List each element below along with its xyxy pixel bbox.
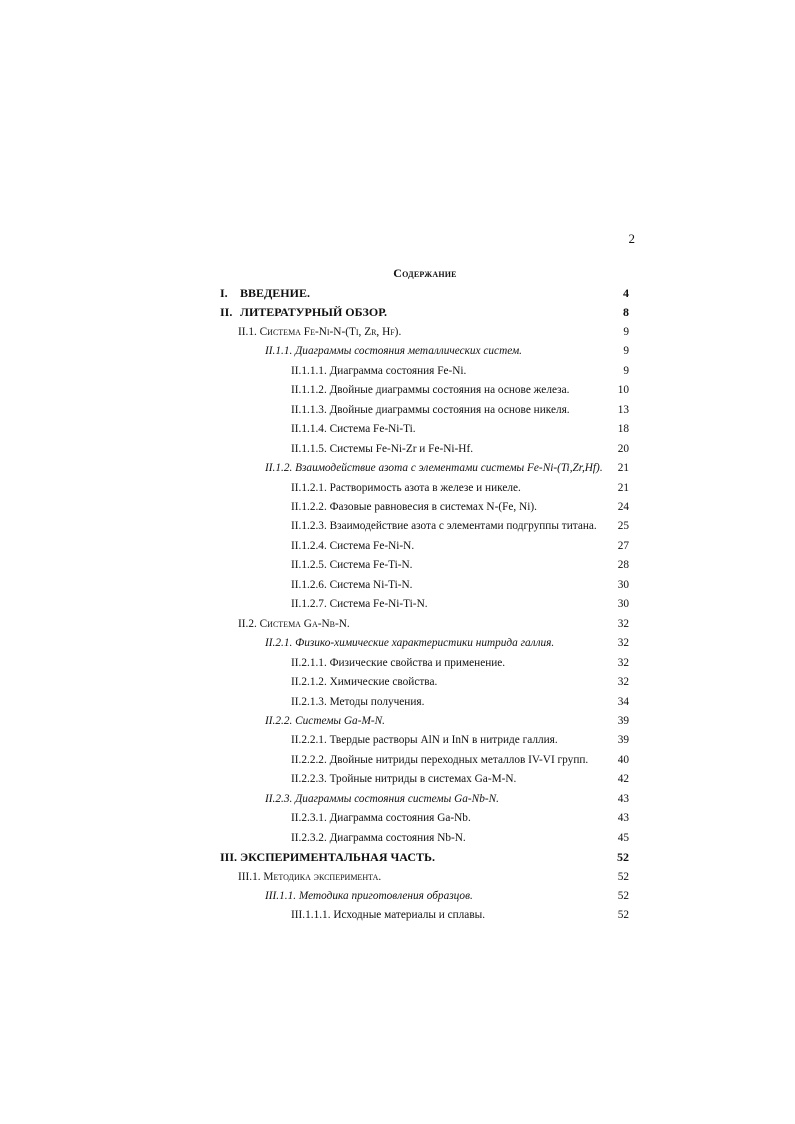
toc-entry-page: 32 — [617, 637, 629, 650]
toc-entry-text: II.2.1.3. Методы получения. — [291, 695, 425, 708]
toc-entry[interactable] — [0, 751, 795, 769]
toc-entry[interactable] — [0, 731, 795, 749]
toc-entry-page: 13 — [617, 403, 629, 416]
toc-entry[interactable] — [0, 362, 795, 380]
toc-entry-text: II.1.2.2. Фазовые равновесия в системах N-(Fe, Ni). — [291, 500, 537, 513]
toc-entry[interactable] — [0, 654, 795, 672]
toc-entry[interactable] — [0, 479, 795, 497]
toc-entry[interactable] — [0, 537, 795, 555]
toc-entry[interactable] — [0, 809, 795, 827]
toc-entry[interactable] — [0, 342, 795, 360]
toc-entry-text: II.2.2.2. Двойные нитриды переходных металлов IV-VI групп. — [291, 753, 589, 766]
toc-entry[interactable] — [0, 770, 795, 788]
toc-entry-text: II.1.1.4. Система Fe-Ni-Ti. — [291, 423, 416, 436]
toc-entry[interactable] — [0, 303, 795, 321]
toc-entry-text: II.2.1.2. Химические свойства. — [291, 676, 438, 688]
toc-entry-page: 39 — [617, 734, 629, 747]
toc-entry-text: II.2.2. Системы Ga-M-N. — [265, 714, 385, 727]
toc-entry-page: 52 — [617, 909, 629, 922]
toc-entry-text: II.1. Система Fe-Ni-N-(Ti, Zr, Hf). — [238, 325, 402, 338]
toc-entry-text: III.1.1.1. Исходные материалы и сплавы. — [291, 909, 486, 922]
toc-entry-number: I. — [220, 286, 228, 300]
toc-entry-page: 43 — [617, 812, 629, 825]
toc-entry-page: 30 — [617, 578, 629, 591]
toc-entry-page: 52 — [617, 889, 629, 902]
toc-entry-page: 32 — [617, 676, 629, 688]
toc-entry-page: 18 — [617, 423, 629, 436]
toc-entry-page: 10 — [617, 384, 629, 397]
toc-entry-text: II.1.2. Взаимодействие азота с элементами системы Fe-Ni-(Ti,Zr,Hf). — [265, 462, 603, 474]
toc-entry-page: 8 — [623, 305, 629, 320]
toc-entry[interactable] — [0, 615, 795, 633]
toc-entry-text: II.2.3.1. Диаграмма состояния Ga-Nb. — [291, 812, 471, 825]
toc-entry[interactable] — [0, 440, 795, 458]
toc-entry-text: II.2.2.1. Твердые растворы AlN и InN в нитриде галлия. — [291, 734, 558, 747]
toc-entry-page: 21 — [617, 481, 629, 494]
toc-entry-page: 52 — [617, 870, 629, 883]
toc-entry-text: II.2.1.1. Физические свойства и применение. — [291, 656, 506, 669]
toc-entry[interactable] — [0, 381, 795, 399]
toc-entry[interactable] — [0, 693, 795, 711]
toc-entry-page: 9 — [623, 325, 629, 338]
toc-entry-page: 40 — [617, 753, 629, 766]
toc-entry-text: ЛИТЕРАТУРНЫЙ ОБЗОР. — [240, 305, 388, 320]
toc-entry[interactable] — [0, 556, 795, 574]
toc-entry-page: 32 — [617, 617, 629, 630]
toc-entry[interactable] — [0, 498, 795, 516]
toc-entry-page: 9 — [623, 345, 629, 358]
toc-entry-text: ЭКСПЕРИМЕНТАЛЬНАЯ ЧАСТЬ. — [240, 850, 435, 864]
toc-entry-page: 20 — [617, 442, 629, 455]
toc-entry-page: 42 — [617, 773, 629, 786]
toc-entry-page: 39 — [617, 714, 629, 727]
toc-entry-number: III. — [220, 850, 238, 864]
toc-entry-text: II.1.1.2. Двойные диаграммы состояния на основе железа. — [291, 384, 570, 397]
toc-entry-page: 45 — [617, 831, 629, 844]
toc-entry-text: II.1.2.1. Растворимость азота в железе и никеле. — [291, 481, 521, 494]
toc-entry[interactable] — [0, 595, 795, 613]
toc-entry[interactable] — [0, 712, 795, 730]
toc-entry-text: II.2.3. Диаграммы состояния системы Ga-Nb-N. — [265, 792, 499, 805]
toc-entry-page: 28 — [617, 559, 629, 572]
toc-entry-text: III.1. Методика эксперимента. — [238, 870, 382, 883]
toc-entry-page: 4 — [623, 286, 629, 300]
toc-entry-page: 25 — [617, 520, 629, 533]
toc-entry[interactable] — [0, 401, 795, 419]
toc-entry[interactable] — [0, 829, 795, 847]
toc-entry-text: ВВЕДЕНИЕ. — [240, 286, 310, 300]
toc-entry[interactable] — [0, 420, 795, 438]
toc-entry[interactable] — [0, 906, 795, 924]
toc-entry-page: 52 — [617, 850, 629, 864]
toc-entry-page: 30 — [617, 598, 629, 611]
toc-entry-text: II.1.1. Диаграммы состояния металлических систем. — [265, 345, 522, 358]
toc-entry-page: 32 — [617, 656, 629, 669]
toc-entry-text: II.2.1. Физико-химические характеристики нитрида галлия. — [265, 637, 555, 650]
toc-entry-page: 43 — [617, 792, 629, 805]
toc-entry[interactable] — [0, 459, 795, 477]
toc-entry[interactable] — [0, 284, 795, 302]
toc-entry-text: II.2. Система Ga-Nb-N. — [238, 617, 350, 630]
toc-entry-page: 27 — [617, 539, 629, 552]
toc-title: Содержание — [393, 266, 457, 280]
toc-entry[interactable] — [0, 887, 795, 905]
toc-entry-text: II.1.1.1. Диаграмма состояния Fe-Ni. — [291, 364, 467, 377]
toc-entry[interactable] — [0, 673, 795, 691]
toc-entry[interactable] — [0, 790, 795, 808]
toc-entry-text: II.1.2.4. Система Fe-Ni-N. — [291, 539, 415, 552]
toc-entry[interactable] — [0, 323, 795, 341]
toc-entry[interactable] — [0, 634, 795, 652]
page-number: 2 — [628, 231, 635, 246]
toc-entry-text: II.2.2.3. Тройные нитриды в системах Ga-M-N. — [291, 773, 517, 786]
toc-entry-text: II.1.1.5. Системы Fe-Ni-Zr и Fe-Ni-Hf. — [291, 442, 474, 455]
toc-entry-text: II.1.1.3. Двойные диаграммы состояния на основе никеля. — [291, 403, 570, 416]
toc-entry[interactable] — [0, 848, 795, 866]
toc-entry-text: III.1.1. Методика приготовления образцов. — [265, 889, 473, 902]
toc-entry-page: 9 — [623, 364, 629, 377]
toc-entry-page: 24 — [617, 500, 629, 513]
toc-entry-text: II.1.2.3. Взаимодействие азота с элементами подгруппы титана. — [291, 520, 597, 533]
toc-entry-text: II.1.2.5. Система Fe-Ti-N. — [291, 559, 413, 572]
toc-entry-page: 34 — [617, 695, 629, 708]
toc-entry[interactable] — [0, 576, 795, 594]
toc-entry-page: 21 — [617, 462, 629, 474]
toc-entry[interactable] — [0, 517, 795, 535]
toc-entry-text: II.1.2.6. Система Ni-Ti-N. — [291, 578, 413, 591]
toc-entry-number: II. — [220, 305, 233, 320]
toc-entry-text: II.1.2.7. Система Fe-Ni-Ti-N. — [291, 598, 428, 611]
toc-entry-text: II.2.3.2. Диаграмма состояния Nb-N. — [291, 831, 466, 844]
toc-entry[interactable] — [0, 868, 795, 886]
